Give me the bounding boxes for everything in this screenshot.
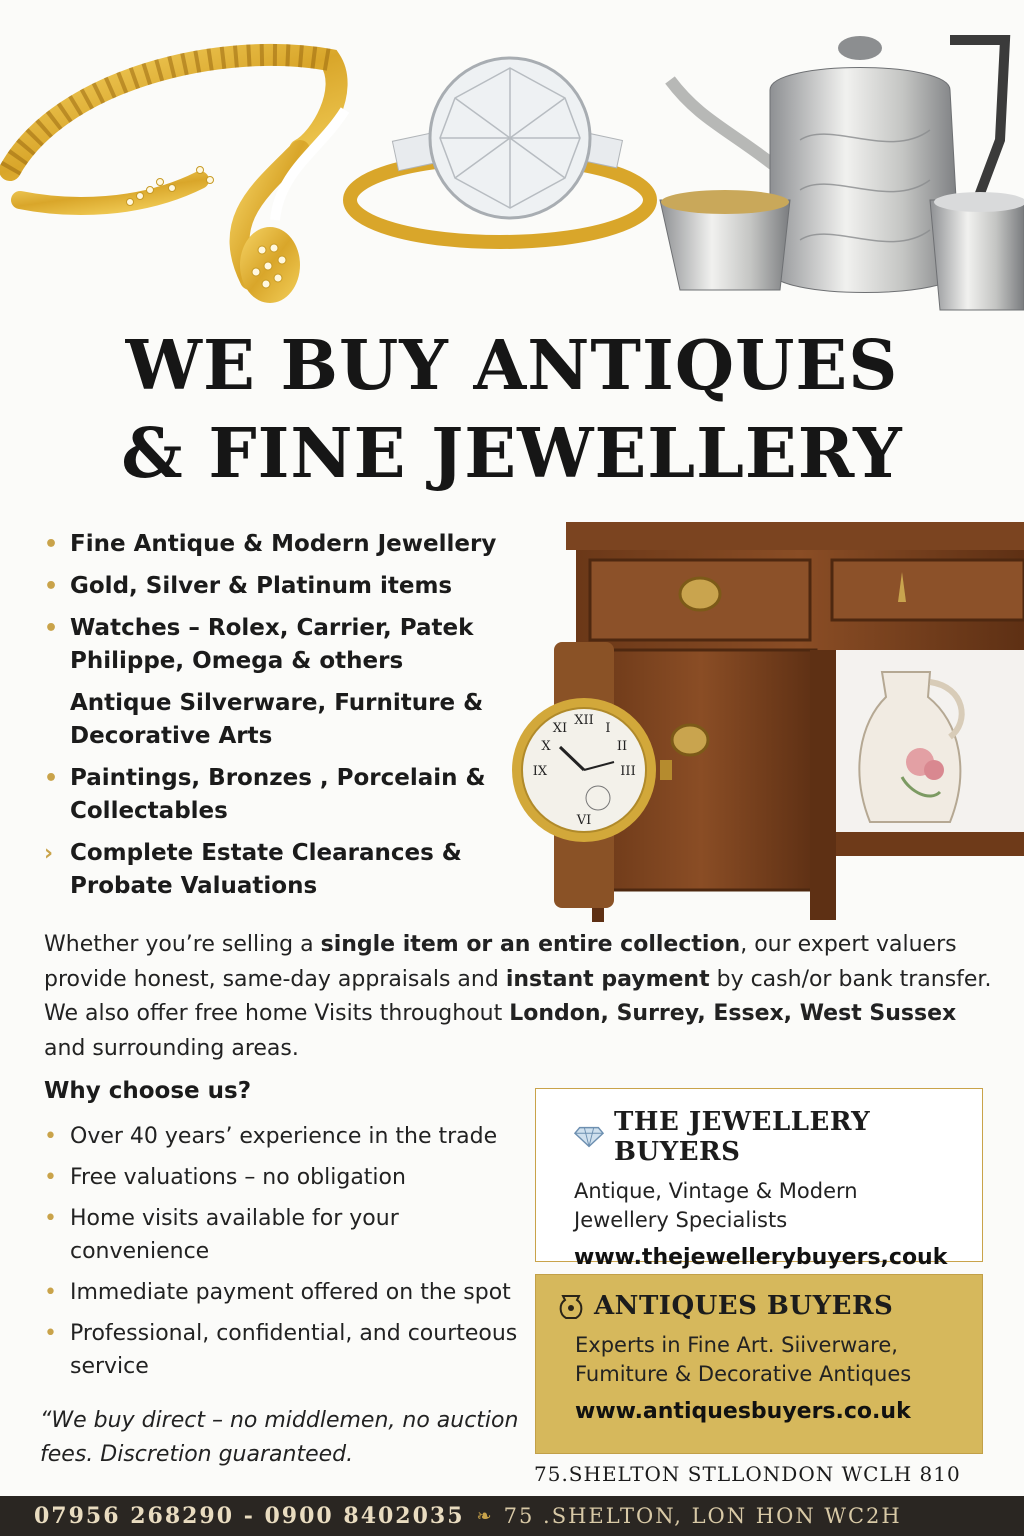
svg-text:III: III	[620, 764, 636, 779]
bullet-icon: •	[44, 1124, 57, 1149]
bullet-icon: •	[44, 766, 59, 791]
list-item: Antique Silverware, Furniture & Decorative Arts	[70, 690, 484, 749]
bullet-icon: •	[44, 616, 59, 641]
list-item: • Immediate payment offered on the spot	[44, 1276, 534, 1309]
jewellery-buyers-url[interactable]: www.thejewellerybuyers,couk	[574, 1245, 948, 1270]
intro-paragraph: Whether you’re selling a single item or an entire collection, our expert valuers provide honest, same-day appraisals and instant payment by cash/or bank transfer. We also offer free home Visits throughout London, Surrey, Essex, West Sussex and surrounding areas.	[44, 932, 992, 1061]
jewellery-buyers-box	[535, 1088, 983, 1270]
list-item: • Watches – Rolex, Carrier, Patek Philippe, Omega & others	[40, 612, 520, 678]
footer-address: 75 .SHELTON, LON HON WC2H	[503, 1504, 902, 1528]
diamond-ring-image	[340, 50, 660, 250]
why-choose-us-list	[44, 1120, 534, 1391]
list-item: • Paintings, Bronzes , Porcelain & Collectables	[40, 762, 520, 828]
svg-text:XII: XII	[574, 713, 594, 728]
svg-text:IX: IX	[532, 764, 548, 779]
urn-icon	[558, 1292, 584, 1320]
guarantee-quote: “We buy direct – no middlemen, no auction fees. Discretion guaranteed.	[40, 1408, 519, 1467]
antiques-buyers-tagline: Experts in Fine Art. Siiverware, Fumiture & Decorative Antiques	[575, 1333, 912, 1386]
list-item: • Gold, Silver & Platinum items	[40, 570, 520, 603]
bullet-icon: •	[44, 1206, 57, 1231]
gold-bangle-image	[0, 20, 360, 320]
headline	[0, 322, 1024, 498]
silver-tea-set-image	[640, 20, 1024, 320]
bullet-icon: •	[44, 574, 59, 599]
list-item: • Fine Antique & Modern Jewellery	[40, 528, 520, 561]
jewellery-buyers-tagline: Antique, Vintage & Modern Jewellery Specialists	[574, 1179, 858, 1232]
headline-line-2: & FINE JEWELLERY	[121, 414, 903, 494]
phone-numbers[interactable]: 07956 268290 - 0900 8402035	[34, 1503, 465, 1529]
jewellery-buyers-title: THE JEWELLERY BUYERS	[574, 1107, 982, 1167]
bullet-icon: ›	[44, 841, 54, 866]
bullet-icon: •	[44, 1321, 57, 1346]
bullet-icon: •	[44, 532, 59, 557]
svg-text:XI: XI	[552, 721, 568, 736]
diamond-icon	[574, 1126, 604, 1148]
list-item: • Over 40 years’ experience in the trade	[44, 1120, 534, 1153]
hero-photos	[0, 0, 1024, 320]
svg-text:I: I	[605, 721, 611, 736]
list-item: • Home visits available for your convenience	[44, 1202, 534, 1268]
why-choose-us-title: Why choose us?	[44, 1078, 252, 1104]
antiques-buyers-title: ANTIQUES BUYERS	[558, 1291, 982, 1321]
headline-line-1: WE BUY ANTIQUES	[125, 326, 899, 406]
items-bought-list	[40, 528, 520, 912]
svg-text:X: X	[541, 739, 551, 754]
list-item: › Complete Estate Clearances & Probate Valuations	[40, 837, 520, 903]
bullet-icon: •	[44, 1165, 57, 1190]
svg-text:II: II	[616, 739, 628, 754]
street-address: 75.SHELTON STLLONDON WCLH 810	[534, 1462, 961, 1486]
antiques-buyers-url[interactable]: www.antiquesbuyers.co.uk	[575, 1399, 911, 1424]
list-item: • Professional, confidential, and courteous service	[44, 1317, 534, 1383]
bullet-icon: •	[44, 1280, 57, 1305]
furniture-watch-vase-image	[510, 522, 1024, 922]
separator-icon: ❧	[476, 1505, 492, 1527]
antiques-buyers-box	[535, 1274, 983, 1454]
footer-bar	[0, 1496, 1024, 1536]
list-item: • Free valuations – no obligation	[44, 1161, 534, 1194]
svg-text:VI: VI	[576, 813, 592, 828]
